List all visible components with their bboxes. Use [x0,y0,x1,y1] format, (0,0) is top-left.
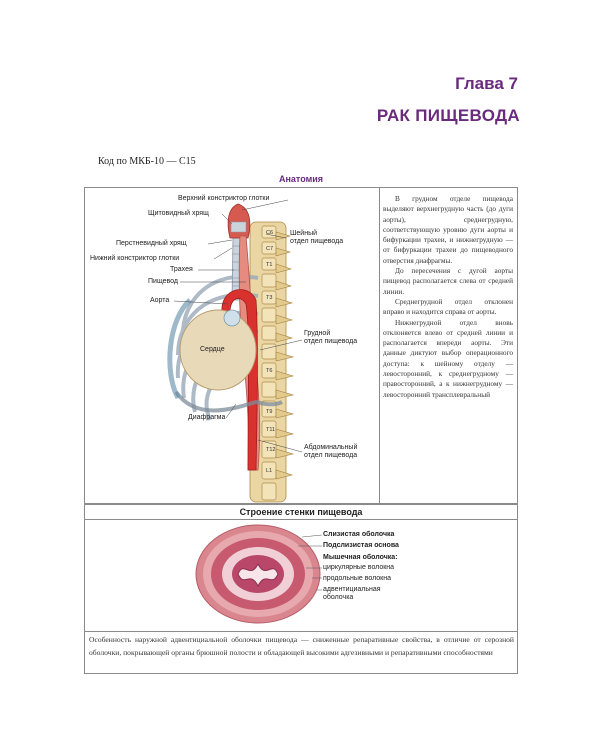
label-abdominal-line2: отдел пищевода [304,452,358,459]
anatomy-paragraph: Нижнегрудной отдел вновь отклоняется влево от средней линии и располагается впереди аорты. Эти данные диктуют выбор операционного доступа: к шейному отделу — левосторонний, к среднегрудному — правосторонний, а к нижнегрудному — левосторонний трансплевральный [383,317,513,399]
vertebra-label: L1 [266,468,273,474]
label-inferior-constrictor: Нижний констриктор глотки [90,255,180,262]
wall-note: Особенность наружной адвентициальной оболочки пищевода — сниженные репаративные свойства, в отличие от серозной оболочки, покрывающей органы брюшной полости и обладающей высокими адгезивными и репаративными способностями [89,635,514,657]
vertebra-label: T11 [266,427,276,433]
label-aorta: Аорта [150,297,170,304]
vertebra-label: C6 [266,230,274,236]
label-muscular: Мышечная оболочка: [323,554,398,561]
label-heart: Сердце [200,346,225,353]
vertebra-label: C7 [266,246,274,252]
anatomy-paragraph: В грудном отделе пищевода выделяют верхнегрудную часть (до дуги аорты), среднегрудную, соответствующую уровню дуги аорты и бифуркации трахеи, и нижнегрудную — от бифуркации трахеи до пищеводного отверстия диафрагмы. [383,194,513,265]
label-thyroid-cartilage: Щитовидный хрящ [148,210,209,217]
vertebra-label: T1 [266,262,273,268]
label-mucosa: Слизистая оболочка [323,531,395,538]
label-thoracic-line2: отдел пищевода [304,338,358,345]
label-submucosa: Подслизистая основа [323,542,399,549]
label-cricoid-cartilage: Перстневидный хрящ [116,240,187,247]
anatomy-paragraph: До пересечения с дугой аорты пищевод располагается слева от средней линии. [383,266,513,296]
label-longitudinal-fibers: продольные волокна [323,575,391,582]
chapter-title: РАК ПИЩЕВОДА [376,106,520,125]
vertebra-label: T6 [266,368,273,374]
icd-code: Код по МКБ-10 — C15 [98,156,196,167]
anatomy-paragraph: Среднегрудной отдел отклонен вправо и находится справа от аорты. [383,296,513,317]
label-adventitia-line1: адвентициальная [323,586,381,593]
anatomy-section-title: Анатомия [278,174,324,184]
label-circular-fibers: циркулярные волокна [323,564,395,571]
label-cervical-line1: Шейный [290,230,318,237]
label-thoracic-line1: Грудной [304,330,331,337]
label-cervical-line2: отдел пищевода [290,238,344,245]
vertebra-label: T3 [266,295,273,301]
label-superior-constrictor: Верхний констриктор глотки [178,195,270,202]
vertebra-label: T12 [266,447,276,453]
chapter-number: Глава 7 [455,74,518,93]
vertebra-label: T9 [266,409,273,415]
wall-section-title: Строение стенки пищевода [239,507,363,517]
label-diaphragm: Диафрагма [188,414,226,421]
label-adventitia-line2: оболочка [323,594,354,601]
label-trachea: Трахея [170,266,193,273]
label-abdominal-line1: Абдоминальный [304,444,358,451]
label-esophagus: Пищевод [148,278,178,285]
